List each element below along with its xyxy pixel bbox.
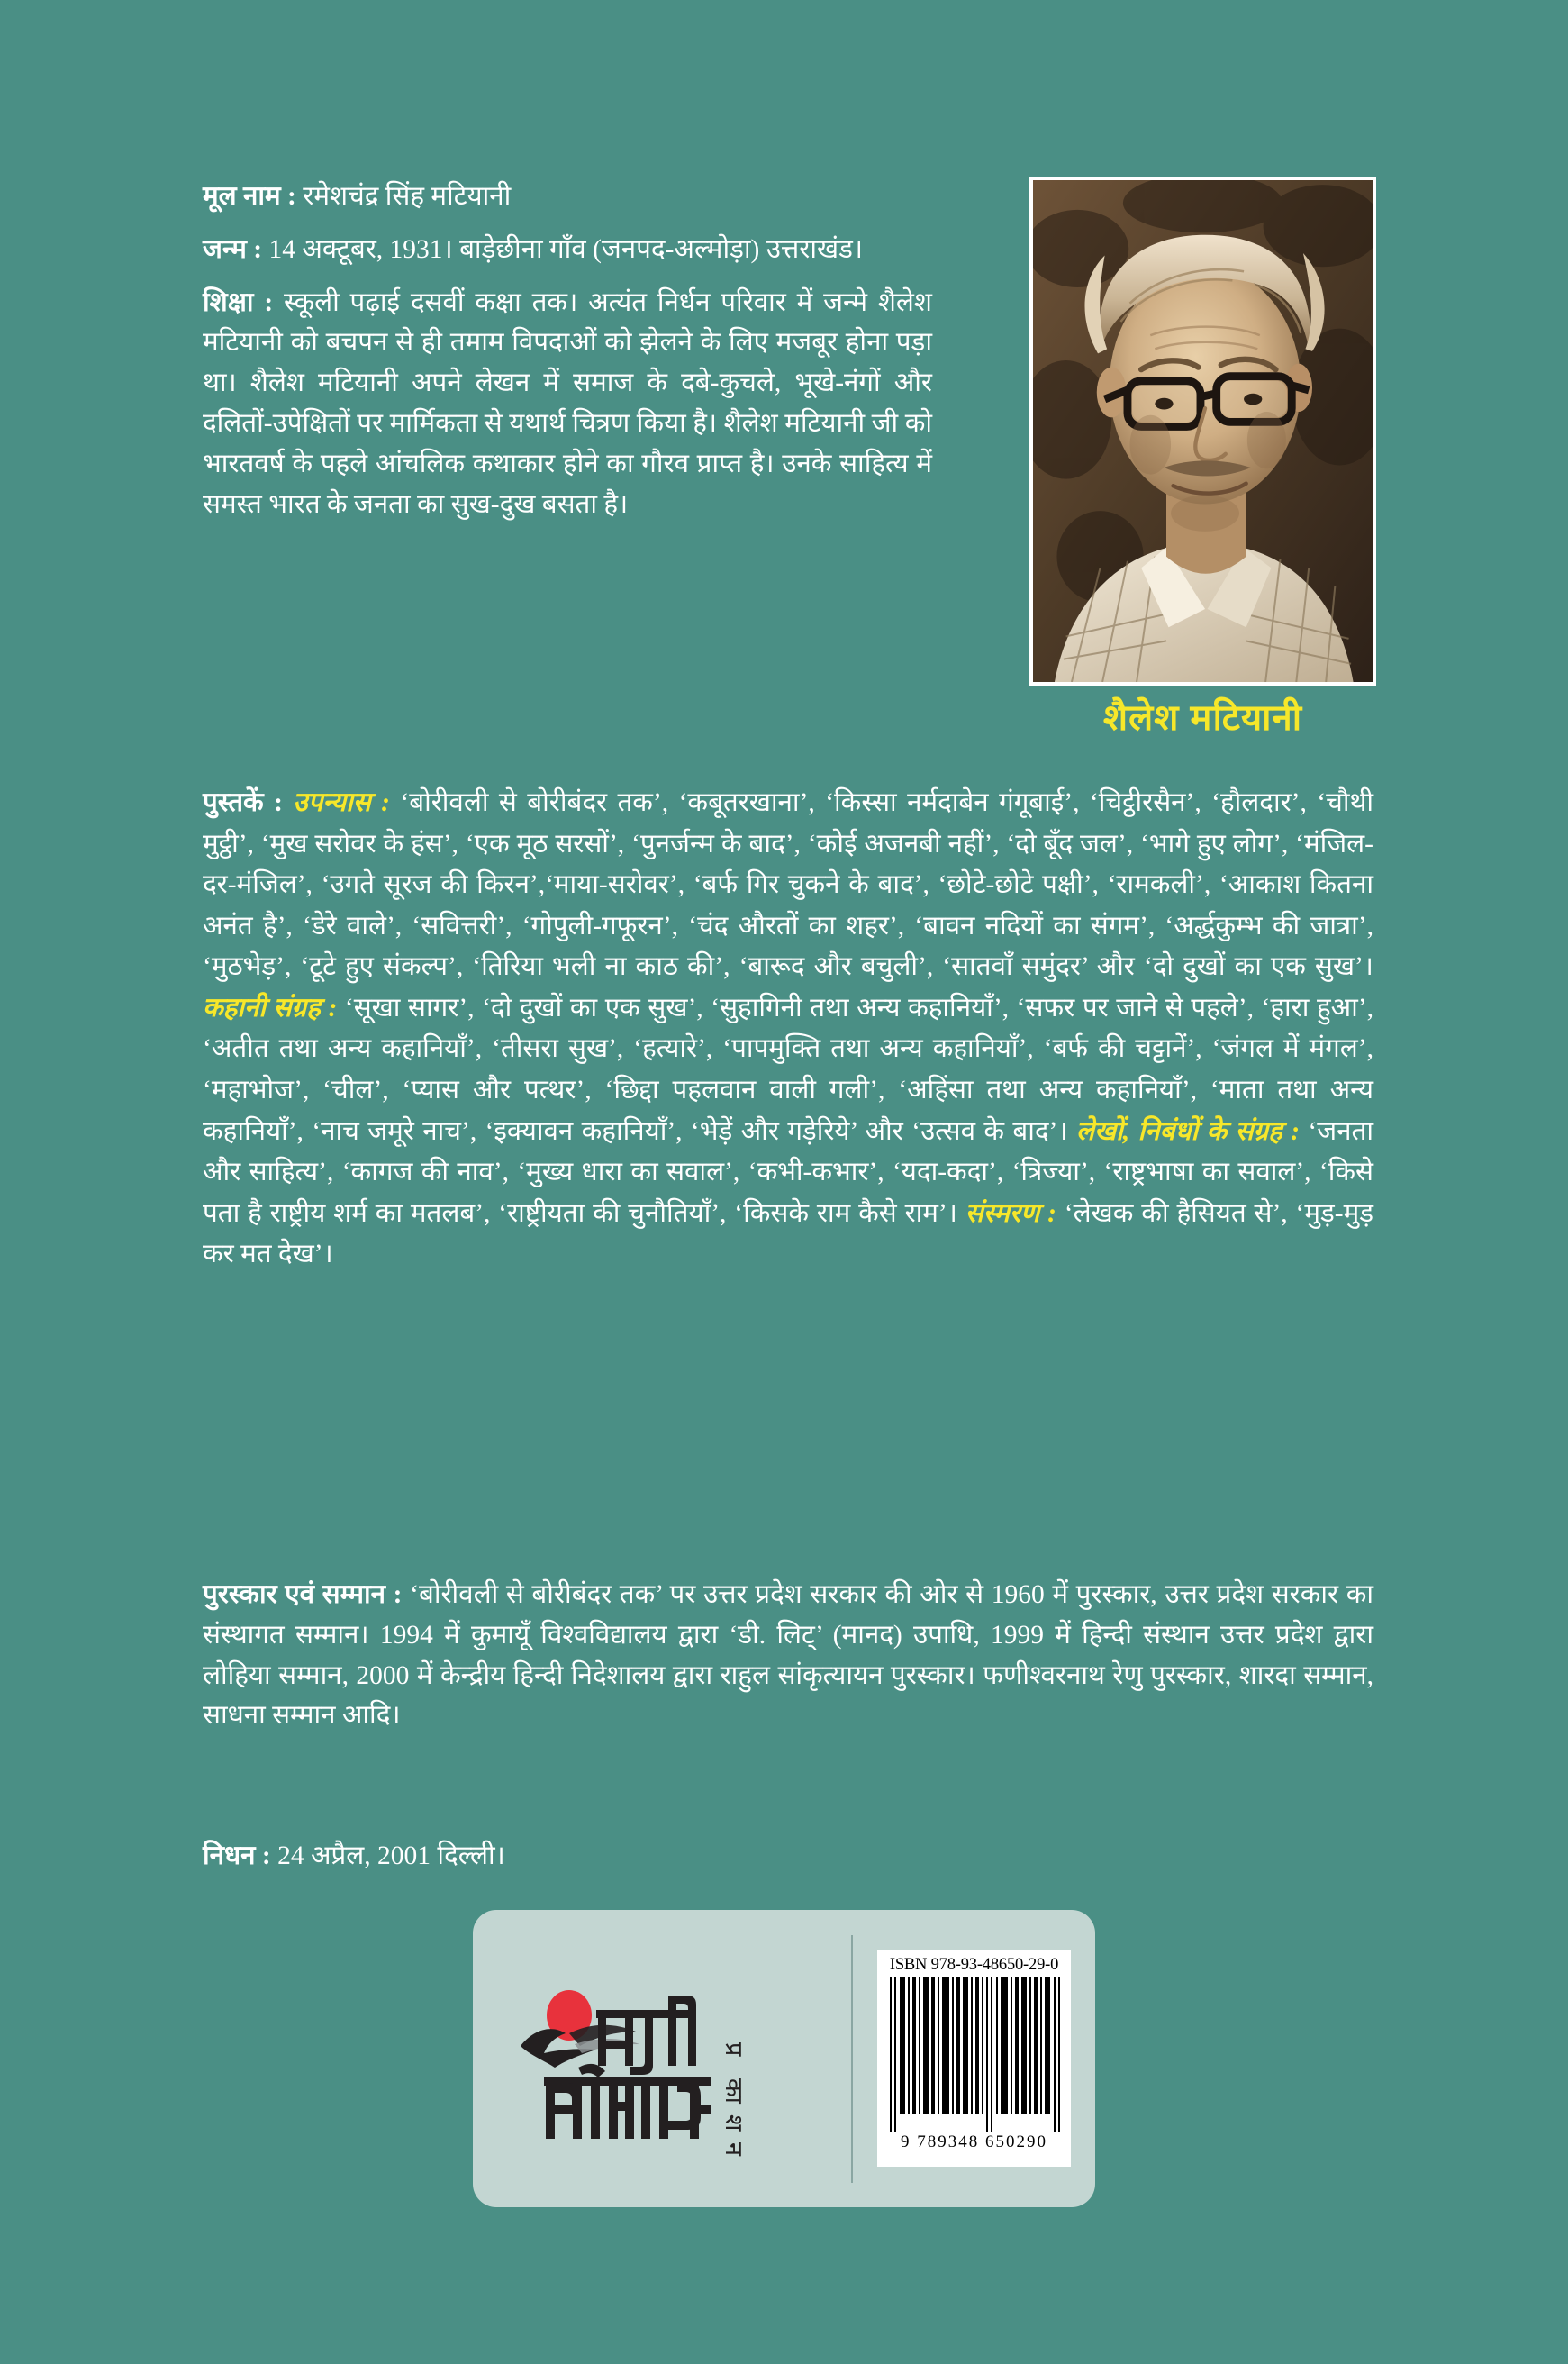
essays-heading: लेखों, निबंधों के संग्रह : bbox=[1075, 1116, 1301, 1146]
author-portrait bbox=[1029, 177, 1376, 686]
publisher-logo bbox=[473, 1910, 851, 2207]
svg-text:प्र: प्र bbox=[721, 2042, 748, 2057]
awards-section bbox=[203, 1575, 1373, 1736]
barcode-box bbox=[877, 1950, 1071, 2167]
birth-value: 14 अक्टूबर, 1931। बाड़ेछीना गाँव (जनपद-अल्मोड़ा) उत्तराखंड। bbox=[262, 234, 864, 264]
original-name-value: रमेशचंद्र सिंह मटियानी bbox=[295, 182, 512, 211]
publisher-logo-mark bbox=[513, 1959, 811, 2158]
bio-text-column bbox=[203, 177, 932, 525]
novels-heading: उपन्यास : bbox=[293, 788, 390, 817]
education-label: शिक्षा : bbox=[203, 287, 274, 317]
logo-word-kitab bbox=[544, 2064, 711, 2139]
memoir-heading: संस्मरण : bbox=[965, 1198, 1056, 1228]
death-line bbox=[203, 1836, 1373, 1877]
death-value: 24 अप्रैल, 2001 दिल्ली। bbox=[270, 1841, 505, 1870]
death-label: निधन : bbox=[203, 1841, 271, 1870]
portrait-illustration bbox=[1033, 180, 1373, 682]
awards-label: पुरस्कार एवं सम्मान : bbox=[203, 1580, 403, 1609]
logo-word-nayi bbox=[596, 1996, 696, 2075]
svg-text:न: न bbox=[721, 2142, 748, 2156]
books-paragraph bbox=[203, 783, 1373, 1276]
novels-list: ‘बोरीवली से बोरीबंदर तक’, ‘कबूतरखाना’, ‘किस्सा नर्मदाबेन गंगूबाई’, ‘चिट्ठीरसैन’, ‘हौलदार’, ‘चौथी मुट्ठी’, ‘मुख सरोवर के हंस’, ‘एक मूठ सरसों’, ‘पुनर्जन्म के बाद’, ‘कोई अजनबी नहीं’, ‘दो बूँद जल’, ‘भागे हुए लोग’, ‘मंजिल-दर-मंजिल’, ‘उगते सूरज की किरन’,‘माया-सरोवर’, ‘बर्फ गिर चुकने के बाद’, ‘छोटे-छोटे पक्षी’, ‘रामकली’, ‘आकाश कितना अनंत है’, ‘डेरे वाले’, ‘सवित्तरी’, ‘गोपुली-गफूरन’, ‘चंद औरतों का शहर’, ‘बावन नदियों का संगम’, ‘अर्द्धकुम्भ की जात्रा’, ‘मुठभेड़’, ‘टूटे हुए संकल्प’, ‘तिरिया भली ना काठ की’, ‘बारूद और बचुली’, ‘सातवाँ समुंदर’ और ‘दो दुखों का एक सुख’। bbox=[203, 788, 1373, 982]
books-section bbox=[203, 783, 1373, 1276]
author-name-caption: शैलेश मटियानी bbox=[1102, 698, 1303, 738]
birth-line bbox=[203, 230, 932, 270]
education-paragraph bbox=[203, 283, 932, 525]
isbn-text: ISBN 978-93-48650-29-0 bbox=[889, 1956, 1059, 1974]
barcode-area bbox=[853, 1910, 1095, 2207]
death-section bbox=[203, 1836, 1373, 1877]
education-value: स्कूली पढ़ाई दसवीं कक्षा तक। अत्यंत निर्धन परिवार में जन्मे शैलेश मटियानी को बचपन से ही तमाम विपदाओं को झेलने के लिए मजबूर होना पड़ा था। शैलेश मटियानी अपने लेखन में समाज के दबे-कुचले, भूखे-नंगों और दलितों-उपेक्षितों पर मार्मिकता से यथार्थ चित्रण किया है। शैलेश मटियानी जी को भारतवर्ष के पहले आंचलिक कथाकार होने का गौरव प्राप्त है। उनके साहित्य में समस्त भारत के जनता का सुख-दुख बसता है। bbox=[203, 287, 932, 519]
bio-and-portrait-section bbox=[203, 177, 1373, 738]
svg-text:का: का bbox=[721, 2078, 748, 2104]
svg-text:श: श bbox=[721, 2114, 748, 2132]
stories-list: ‘सूखा सागर’, ‘दो दुखों का एक सुख’, ‘सुहागिनी तथा अन्य कहानियाँ’, ‘सफर पर जाने से पहले’, ‘हारा हुआ’, ‘अतीत तथा अन्य कहानियाँ’, ‘तीसरा सुख’, ‘हत्यारे’, ‘पापमुक्ति तथा अन्य कहानियाँ’, ‘बर्फ की चट्टानें’, ‘जंगल में मंगल’, ‘महाभोज’, ‘चील’, ‘प्यास और पत्थर’, ‘छिद्दा पहलवान वाली गली’, ‘अहिंसा तथा अन्य कहानियाँ’, ‘माता तथा अन्य कहानियाँ’, ‘नाच जमूरे नाच’, ‘इक्यावन कहानियाँ’, ‘भेड़ें और गड़ेरिये’ और ‘उत्सव के बाद’। bbox=[203, 993, 1374, 1146]
barcode-digits: 9 789348 650290 bbox=[901, 2132, 1047, 2151]
barcode-bars bbox=[884, 1977, 1065, 2132]
original-name-label: मूल नाम : bbox=[203, 182, 296, 211]
logo-word-prakashan bbox=[721, 2042, 748, 2157]
memoir-list: ‘लेखक की हैसियत से’, ‘मुड़-मुड़ कर मत देख’। bbox=[203, 1198, 1374, 1269]
birth-label: जन्म : bbox=[203, 234, 263, 264]
books-label: पुस्तकें : bbox=[203, 788, 283, 817]
original-name-line bbox=[203, 177, 932, 217]
essays-list: ‘जनता और साहित्य’, ‘कागज की नाव’, ‘मुख्य धारा का सवाल’, ‘कभी-कभार’, ‘यदा-कदा’, ‘त्रिज्या’, ‘राष्ट्रभाषा का सवाल’, ‘किसे पता है राष्ट्रीय शर्म का मतलब’, ‘राष्ट्रीयता की चुनौतियाँ’, ‘किसके राम कैसे राम’। bbox=[203, 1116, 1373, 1228]
author-photo-block bbox=[1029, 177, 1376, 738]
publisher-barcode-panel bbox=[473, 1910, 1095, 2207]
awards-text: ‘बोरीवली से बोरीबंदर तक’ पर उत्तर प्रदेश सरकार की ओर से 1960 में पुरस्कार, उत्तर प्रदेश सरकार का संस्थागत सम्मान। 1994 में कुमायूँ विश्वविद्यालय द्वारा ‘डी. लिट्’ (मानद) उपाधि, 1999 में हिन्दी संस्थान उत्तर प्रदेश द्वारा लोहिया सम्मान, 2000 में केन्द्रीय हिन्दी निदेशालय द्वारा राहुल सांकृत्यायन पुरस्कार। फणीश्वरनाथ रेणु पुरस्कार, शारदा सम्मान, साधना सम्मान आदि। bbox=[203, 1580, 1373, 1731]
awards-paragraph bbox=[203, 1575, 1373, 1736]
stories-heading: कहानी संग्रह : bbox=[203, 993, 338, 1023]
